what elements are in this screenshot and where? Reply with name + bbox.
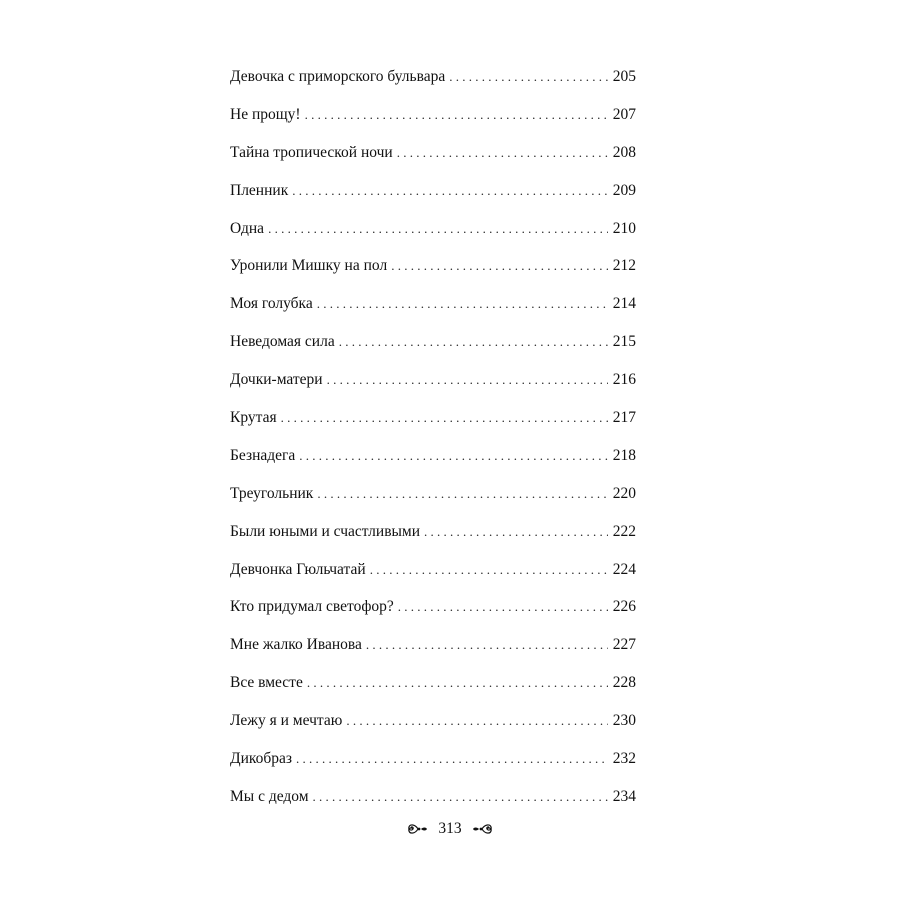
toc-entry: [230, 134, 636, 172]
toc-entry-title: Были юными и счастливыми: [230, 522, 421, 540]
page-footer: [0, 820, 900, 838]
toc-entry-title: Крутая: [230, 409, 277, 427]
dot-leader: [327, 361, 608, 399]
toc-entry-title: Все вместе: [230, 674, 303, 692]
toc-entry-title: Тайна тропической ночи: [230, 143, 393, 161]
dot-leader: [281, 399, 608, 437]
toc-entry: [230, 588, 636, 626]
toc-entry-page-number: 234: [612, 787, 636, 805]
dot-leader: [424, 513, 608, 551]
toc-entry-page-number: 212: [612, 257, 636, 275]
toc-entry-title: Дикобраз: [230, 750, 292, 768]
toc-entry: [230, 702, 636, 740]
toc-entry-page-number: 232: [612, 750, 636, 768]
toc-entry: [230, 58, 636, 96]
toc-entry: [230, 172, 636, 210]
table-of-contents: [230, 58, 636, 816]
page-number: 313: [438, 820, 462, 837]
toc-entry-title: Треугольник: [230, 484, 314, 502]
toc-entry: [230, 247, 636, 285]
toc-entry-page-number: 220: [612, 484, 636, 502]
fleuron-left-icon: [406, 821, 430, 837]
toc-entry-title: Мы с дедом: [230, 787, 309, 805]
dot-leader: [292, 172, 608, 210]
toc-entry: [230, 664, 636, 702]
toc-entry-page-number: 224: [612, 560, 636, 578]
toc-entry-title: Девчонка Гюльчатай: [230, 560, 366, 578]
toc-entry-page-number: 209: [612, 181, 636, 199]
toc-entry-title: Неведомая сила: [230, 333, 335, 351]
toc-entry-page-number: 218: [612, 446, 636, 464]
toc-entry: [230, 399, 636, 437]
toc-entry-title: Уронили Мишку на пол: [230, 257, 388, 275]
toc-entry: [230, 513, 636, 551]
toc-entry: [230, 475, 636, 513]
dot-leader: [305, 96, 608, 134]
toc-entry: [230, 740, 636, 778]
toc-entry-page-number: 210: [612, 219, 636, 237]
toc-entry-page-number: 214: [612, 295, 636, 313]
fleuron-right-icon: [470, 821, 494, 837]
toc-entry: [230, 626, 636, 664]
dot-leader: [346, 702, 608, 740]
toc-entry-title: Одна: [230, 219, 265, 237]
toc-entry-title: Мне жалко Иванова: [230, 636, 362, 654]
toc-entry: [230, 323, 636, 361]
toc-entry-page-number: 207: [612, 105, 636, 123]
toc-entry-page-number: 227: [612, 636, 636, 654]
toc-entry: [230, 210, 636, 248]
toc-entry-page-number: 205: [612, 68, 636, 85]
dot-leader: [366, 626, 608, 664]
toc-entry-page-number: 216: [612, 371, 636, 389]
toc-entry: [230, 285, 636, 323]
toc-entry-title: Не прощу!: [230, 105, 301, 123]
toc-entry: [230, 551, 636, 589]
dot-leader: [370, 551, 608, 589]
dot-leader: [268, 210, 608, 248]
dot-leader: [317, 285, 608, 323]
toc-entry: [230, 778, 636, 816]
toc-entry-title: Пленник: [230, 181, 289, 199]
toc-entry: [230, 96, 636, 134]
dot-leader: [398, 588, 608, 626]
toc-entry-page-number: 222: [612, 522, 636, 540]
dot-leader: [317, 475, 608, 513]
toc-entry: [230, 361, 636, 399]
dot-leader: [449, 58, 608, 96]
toc-entry-title: Безнадега: [230, 446, 296, 464]
dot-leader: [299, 437, 608, 475]
dot-leader: [307, 664, 608, 702]
toc-entry-page-number: 208: [612, 143, 636, 161]
dot-leader: [313, 778, 608, 816]
dot-leader: [391, 247, 608, 285]
toc-entry-page-number: 215: [612, 333, 636, 351]
toc-entry-title: Кто придумал светофор?: [230, 598, 394, 616]
dot-leader: [296, 740, 608, 778]
toc-entry: [230, 437, 636, 475]
toc-entry-page-number: 230: [612, 712, 636, 730]
toc-entry-page-number: 226: [612, 598, 636, 616]
toc-entry-page-number: 228: [612, 674, 636, 692]
toc-entry-title: Девочка с приморского бульвара: [230, 68, 446, 85]
toc-entry-title: Лежу я и мечтаю: [230, 712, 343, 730]
toc-entry-title: Моя голубка: [230, 295, 313, 313]
toc-entry-page-number: 217: [612, 409, 636, 427]
dot-leader: [339, 323, 608, 361]
toc-entry-title: Дочки-матери: [230, 371, 323, 389]
dot-leader: [397, 134, 608, 172]
